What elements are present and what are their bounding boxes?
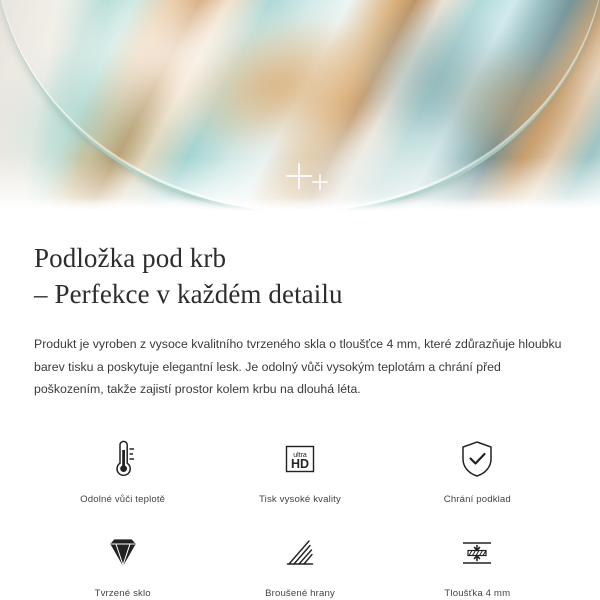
- thickness-arrows-icon: [449, 527, 505, 579]
- feature-label: Tisk vysoké kvality: [259, 494, 341, 506]
- feature-item-polished-edges: [211, 521, 388, 600]
- ultra-hd-icon: [272, 433, 328, 485]
- feature-label: Odolné vůči teplotě: [80, 494, 166, 506]
- feature-label: Tloušťka 4 mm: [444, 588, 511, 600]
- page-title-line-2: – Perfekce v každém detailu: [34, 279, 343, 310]
- feature-label: Chrání podklad: [443, 494, 511, 506]
- content-area: [0, 218, 600, 600]
- page-title-line-1: Podložka pod krb: [34, 243, 227, 273]
- product-description-text: Produkt je vyroben z vysoce kvalitního tvrzeného skla o tloušťce 4 mm, které zdůrazňuje hloubku barev tisku a poskytuje elegantní lesk. Je odolný vůči vysokým teplotám a chrání před poškozením, takže zajistí prostor kolem krbu na dlouhá léta.: [34, 336, 562, 397]
- feature-label: Tvrzené sklo: [94, 588, 151, 600]
- thermometer-icon: [95, 433, 151, 485]
- diamond-icon: [95, 527, 151, 579]
- feature-item-tempered-glass: [34, 521, 211, 600]
- feature-item-protects-surface: [389, 427, 566, 515]
- feature-item-thickness: [389, 521, 566, 600]
- hero-image: [0, 0, 600, 218]
- shield-check-icon: [449, 433, 505, 485]
- feature-label: Broušené hrany: [265, 588, 335, 600]
- feature-item-print-quality: [211, 427, 388, 515]
- feature-item-temperature: [34, 427, 211, 515]
- polished-edges-icon: [272, 527, 328, 579]
- page-title: [34, 218, 566, 313]
- ultra-hd-badge-top: ultra: [293, 452, 307, 460]
- feature-grid: [34, 427, 566, 600]
- ultra-hd-badge-bottom: HD: [290, 457, 310, 472]
